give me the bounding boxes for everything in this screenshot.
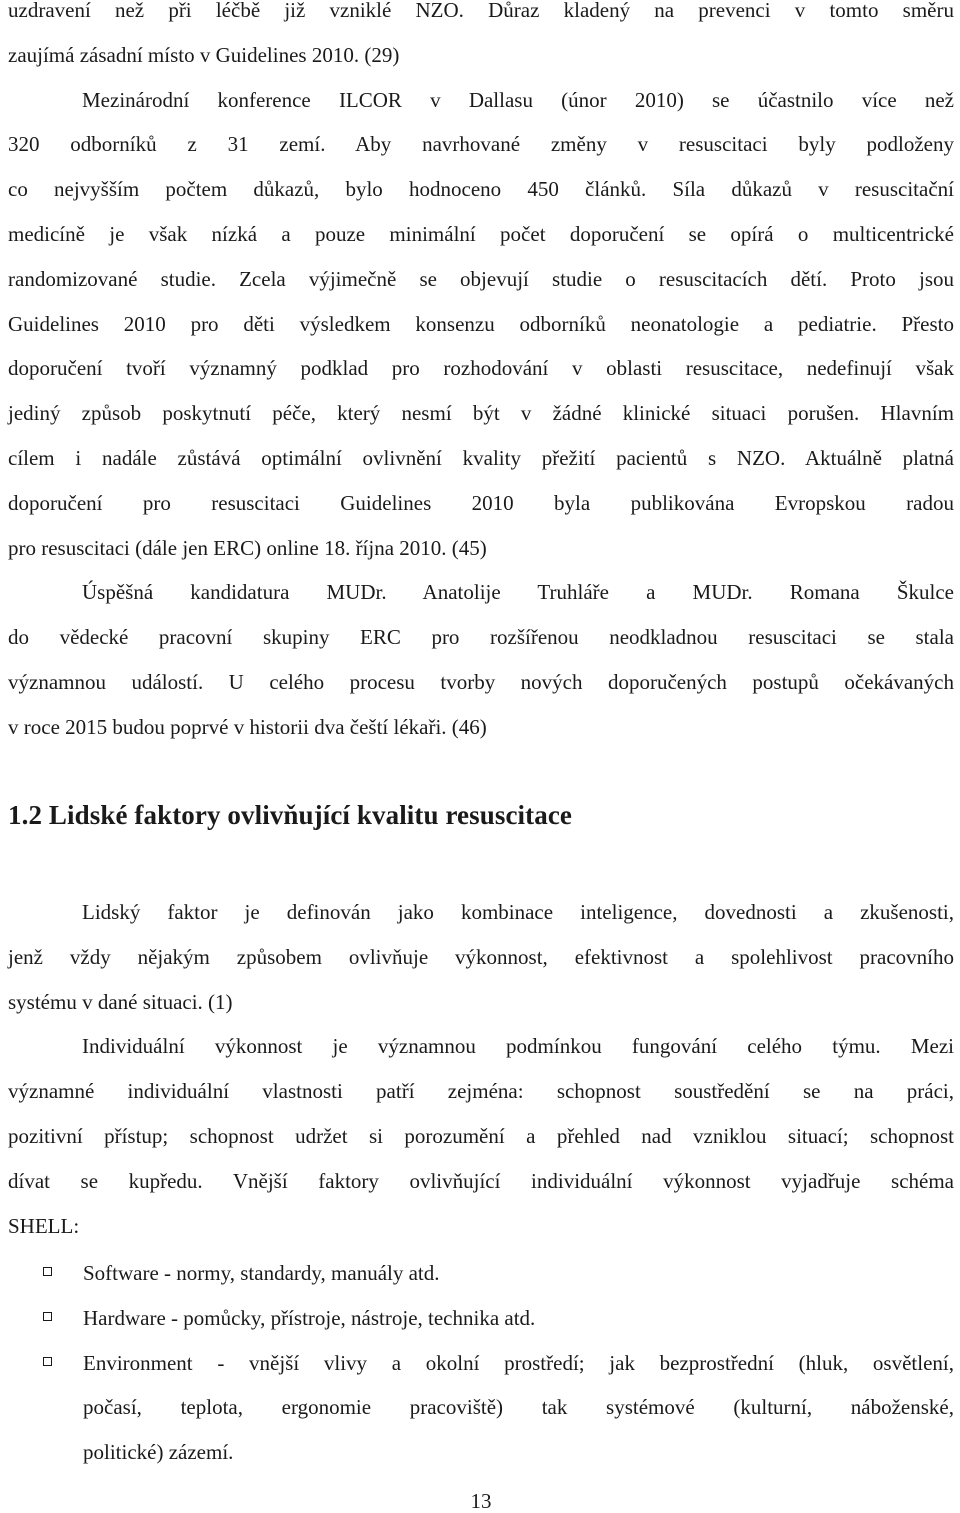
text-line: Mezinárodní konference ILCOR v Dallasu (únor 2010) se účastnilo více než xyxy=(82,87,954,112)
body-text-top xyxy=(8,0,954,750)
text-line: v roce 2015 budou poprvé v historii dva čeští lékaři. (46) xyxy=(8,714,487,739)
text-line: SHELL: xyxy=(8,1213,80,1238)
paragraph xyxy=(8,1024,954,1248)
page-number: 13 xyxy=(470,1489,492,1513)
text-line: Individuální výkonnost je významnou podmínkou fungování celého týmu. Mezi xyxy=(82,1034,954,1059)
paragraph xyxy=(8,78,954,571)
list-item-text: Hardware - pomůcky, přístroje, nástroje, technika atd. xyxy=(83,1305,536,1330)
text-line: jediný způsob poskytnutí péče, který nesmí být v žádné klinické situaci porušen. Hlavním xyxy=(8,401,954,426)
text-line: jenž vždy nějakým způsobem ovlivňuje výkonnost, efektivnost a spolehlivost pracovního xyxy=(8,944,954,969)
body-text-bottom xyxy=(8,890,954,1248)
text-line: medicíně je však nízká a pouze minimální počet doporučení se opírá o multicentrické xyxy=(8,221,954,246)
checkbox-bullet-icon xyxy=(43,1357,52,1366)
paragraph xyxy=(8,890,954,1024)
text-line: systému v dané situaci. (1) xyxy=(8,989,233,1014)
text-line: doporučení pro resuscitaci Guidelines 2010 byla publikována Evropskou radou xyxy=(8,490,954,515)
text-line: uzdravení než při léčbě již vzniklé NZO. Důraz kladený na prevenci v tomto směru xyxy=(8,0,954,22)
text-line: do vědecké pracovní skupiny ERC pro rozšířenou neodkladnou resuscitaci se stala xyxy=(8,625,954,650)
list-item xyxy=(8,1341,954,1475)
text-line: Lidský faktor je definován jako kombinace inteligence, dovednosti a zkušenosti, xyxy=(82,900,954,924)
text-line: randomizované studie. Zcela výjimečně se objevují studie o resuscitacích dětí. Proto jsou xyxy=(8,266,954,291)
text-line: zaujímá zásadní místo v Guidelines 2010. (29) xyxy=(8,42,400,67)
text-line: dívat se kupředu. Vnější faktory ovlivňující individuální výkonnost vyjadřuje schéma xyxy=(8,1168,954,1193)
paragraph xyxy=(8,570,954,749)
text-line: pozitivní přístup; schopnost udržet si porozumění a přehled nad vzniklou situací; schopnost xyxy=(8,1123,954,1148)
text-line: cílem i nadále zůstává optimální ovlivnění kvality přežití pacientů s NZO. Aktuálně platná xyxy=(8,445,954,470)
list-item-text: počasí, teplota, ergonomie pracoviště) tak systémové (kulturní, náboženské, xyxy=(83,1395,954,1420)
text-line: 320 odborníků z 31 zemí. Aby navrhované změny v resuscitaci byly podloženy xyxy=(8,132,954,157)
paragraph xyxy=(8,0,954,78)
text-line: pro resuscitaci (dále jen ERC) online 18. října 2010. (45) xyxy=(8,535,487,560)
text-line: Guidelines 2010 pro děti výsledkem konsenzu odborníků neonatologie a pediatrie. Přesto xyxy=(8,311,954,336)
text-line: doporučení tvoří významný podklad pro rozhodování v oblasti resuscitace, nedefinují však xyxy=(8,356,954,381)
section-heading: 1.2 Lidské faktory ovlivňující kvalitu resuscitace xyxy=(8,800,573,830)
list-item-text: politické) zázemí. xyxy=(83,1440,234,1465)
list-item xyxy=(8,1251,954,1296)
list-item-text: Software - normy, standardy, manuály atd. xyxy=(83,1261,440,1285)
text-line: významnou událostí. U celého procesu tvorby nových doporučených postupů očekávaných xyxy=(8,669,954,694)
text-line: Úspěšná kandidatura MUDr. Anatolije Truhláře a MUDr. Romana Škulce xyxy=(82,580,954,605)
text-line: co nejvyšším počtem důkazů, bylo hodnoceno 450 článků. Síla důkazů v resuscitační xyxy=(8,177,954,202)
list-item-text: Environment - vnější vlivy a okolní prostředí; jak bezprostřední (hluk, osvětlení, xyxy=(83,1350,954,1375)
text-line: významné individuální vlastnosti patří zejména: schopnost soustředění se na práci, xyxy=(8,1079,954,1104)
shell-list xyxy=(8,1251,954,1475)
checkbox-bullet-icon xyxy=(43,1312,52,1321)
list-item xyxy=(8,1296,954,1341)
checkbox-bullet-icon xyxy=(43,1267,52,1276)
